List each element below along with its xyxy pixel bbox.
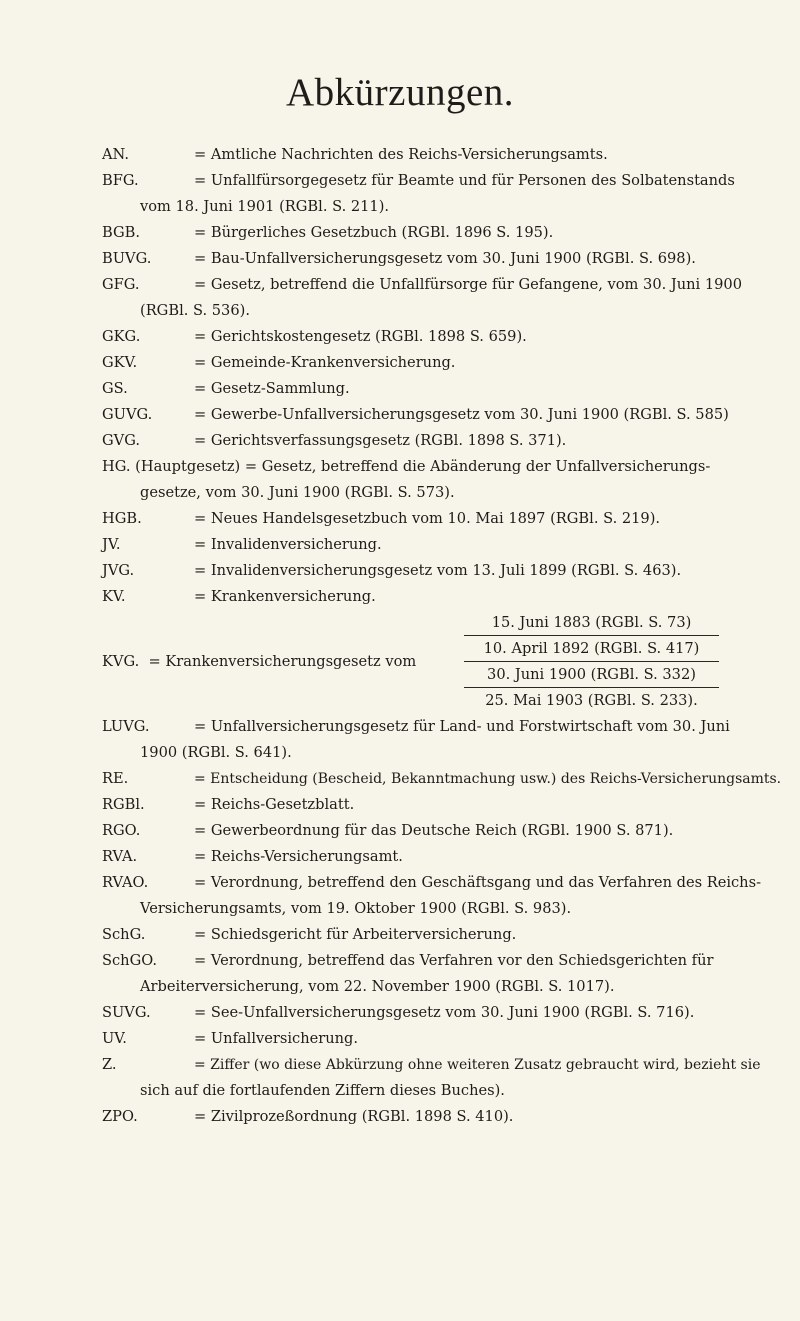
definition-continuation: (RGBl. S. 536). [140,302,250,319]
definition: = Unfallfürsorgegesetz für Beamte und für Personen des Solbatenstands [194,172,735,189]
abbreviation-entry [102,168,792,220]
definition: = Gesetz, betreffend die Unfallfürsorge für Gefangene, vom 30. Juni 1900 [194,276,742,293]
abbreviation-entry [102,142,792,168]
abbreviation: RVAO. [102,874,149,891]
definition-continuation: Versicherungsamts, vom 19. Oktober 1900 (RGBl. S. 983). [140,900,572,917]
page-title: Abkürzungen. [285,71,515,114]
abbreviation: RGO. [102,822,141,839]
abbreviation: GKV. [102,354,138,371]
definition: = Krankenversicherung. [194,588,376,605]
definition: = See-Unfallversicherungsgesetz vom 30. Juni 1900 (RGBl. S. 716). [194,1004,695,1021]
abbreviation-entry [102,844,792,870]
abbreviation: HGB. [102,510,142,527]
definition: = Verordnung, betreffend das Verfahren vor den Schiedsgerichten für [194,952,714,969]
abbreviation-entry [102,402,792,428]
abbreviation: JVG. [102,562,135,579]
definition: = Invalidenversicherung. [194,536,382,553]
definition: = Gesetz-Sammlung. [194,380,350,397]
abbreviation-entry [102,324,792,350]
abbreviation: RE. [102,770,129,787]
abbreviation: RGBl. [102,796,145,813]
abbreviation-entry [102,1026,792,1052]
definition: = Gemeinde-Krankenversicherung. [194,354,456,371]
definition: = Bürgerliches Gesetzbuch (RGBl. 1896 S. 195). [194,224,554,241]
definition: = Verordnung, betreffend den Geschäftsgang und das Verfahren des Reichs- [194,874,761,891]
abbreviation-entry [102,220,792,246]
abbreviation-entry [102,350,792,376]
abbreviation-entry [102,1052,792,1104]
definition-continuation: Arbeiterversicherung, vom 22. November 1900 (RGBl. S. 1017). [140,978,615,995]
definition: = Gewerbeordnung für das Deutsche Reich (RGBl. 1900 S. 871). [194,822,674,839]
definition: (Hauptgesetz) = Gesetz, betreffend die Abänderung der Unfallversicherungs- [135,458,711,475]
kvg-date: 10. April 1892 (RGBl. S. 417) [464,636,719,662]
definition: = Unfallversicherungsgesetz für Land- und Forstwirtschaft vom 30. Juni [194,718,730,735]
definition: = Zivilprozeßordnung (RGBl. 1898 S. 410). [194,1108,514,1125]
definition: = Ziffer (wo diese Abkürzung ohne weiteren Zusatz gebraucht wird, bezieht sie [194,1057,761,1073]
definition: = Bau-Unfallversicherungsgesetz vom 30. Juni 1900 (RGBl. S. 698). [194,250,696,267]
definition: = Entscheidung (Bescheid, Bekanntmachung usw.) des Reichs-Versicherungsamts. [194,771,782,787]
abbreviation-entry [102,376,792,402]
abbreviation: GKG. [102,328,141,345]
abbreviation-entry [102,558,792,584]
abbreviation: KV. [102,588,126,605]
abbreviation: ZPO. [102,1108,138,1125]
kvg-date: 15. Juni 1883 (RGBl. S. 73) [464,610,719,636]
abbreviation: SchGO. [102,952,157,969]
abbreviation-entry [102,532,792,558]
abbreviation: LUVG. [102,718,150,735]
abbreviation: HG. [102,458,131,475]
abbreviation: SUVG. [102,1004,151,1021]
kvg-date: 30. Juni 1900 (RGBl. S. 332) [464,662,719,688]
abbreviation: KVG. [102,653,140,670]
abbreviation-list [102,142,792,1130]
definition: = Reichs-Gesetzblatt. [194,796,355,813]
definition: = Unfallversicherung. [194,1030,358,1047]
abbreviation-entry [102,1000,792,1026]
definition: = Invalidenversicherungsgesetz vom 13. Juli 1899 (RGBl. S. 463). [194,562,682,579]
definition-continuation: 1900 (RGBl. S. 641). [140,744,292,761]
abbreviation: RVA. [102,848,138,865]
abbreviation-entry [102,714,792,766]
definition-continuation: sich auf die fortlaufenden Ziffern dieses Buches). [140,1082,505,1099]
abbreviation-entry [102,766,792,792]
abbreviation-entry [102,818,792,844]
abbreviation-entry [102,246,792,272]
abbreviation-entry [102,428,792,454]
abbreviation: AN. [102,146,130,163]
abbreviation: BFG. [102,172,139,189]
abbreviation: BGB. [102,224,141,241]
abbreviation: BUVG. [102,250,152,267]
definition: = Gewerbe-Unfallversicherungsgesetz vom 30. Juni 1900 (RGBl. S. 585) [194,406,729,423]
abbreviation-entry [102,922,792,948]
abbreviation: GUVG. [102,406,153,423]
definition-continuation: gesetze, vom 30. Juni 1900 (RGBl. S. 573). [140,484,455,501]
abbreviation-entry [102,792,792,818]
abbreviation-entry-kvg [102,610,792,714]
abbreviation-entry [102,454,792,506]
definition: = Gerichtsverfassungsgesetz (RGBl. 1898 S. 371). [194,432,567,449]
definition: = Neues Handelsgesetzbuch vom 10. Mai 1897 (RGBl. S. 219). [194,510,661,527]
abbreviation-entry [102,1104,792,1130]
abbreviation-entry [102,870,792,922]
kvg-date: 25. Mai 1903 (RGBl. S. 233). [485,692,698,709]
abbreviation-entry [102,584,792,610]
abbreviation: GFG. [102,276,140,293]
definition: = Amtliche Nachrichten des Reichs-Versicherungsamts. [194,146,608,163]
definition: = Reichs-Versicherungsamt. [194,848,403,865]
abbreviation-entry [102,506,792,532]
abbreviation: GS. [102,380,128,397]
abbreviation: UV. [102,1030,127,1047]
abbreviation: Z. [102,1056,117,1073]
kvg-dates [464,610,719,713]
abbreviation-entry [102,272,792,324]
abbreviation: JV. [102,536,121,553]
abbreviation: GVG. [102,432,140,449]
definition: = Schiedsgericht für Arbeiterversicherung. [194,926,517,943]
abbreviation-entry [102,948,792,1000]
definition: = Krankenversicherungsgesetz vom [148,653,417,670]
definition-continuation: vom 18. Juni 1901 (RGBl. S. 211). [140,198,390,215]
definition: = Gerichtskostengesetz (RGBl. 1898 S. 659). [194,328,527,345]
abbreviation: SchG. [102,926,146,943]
